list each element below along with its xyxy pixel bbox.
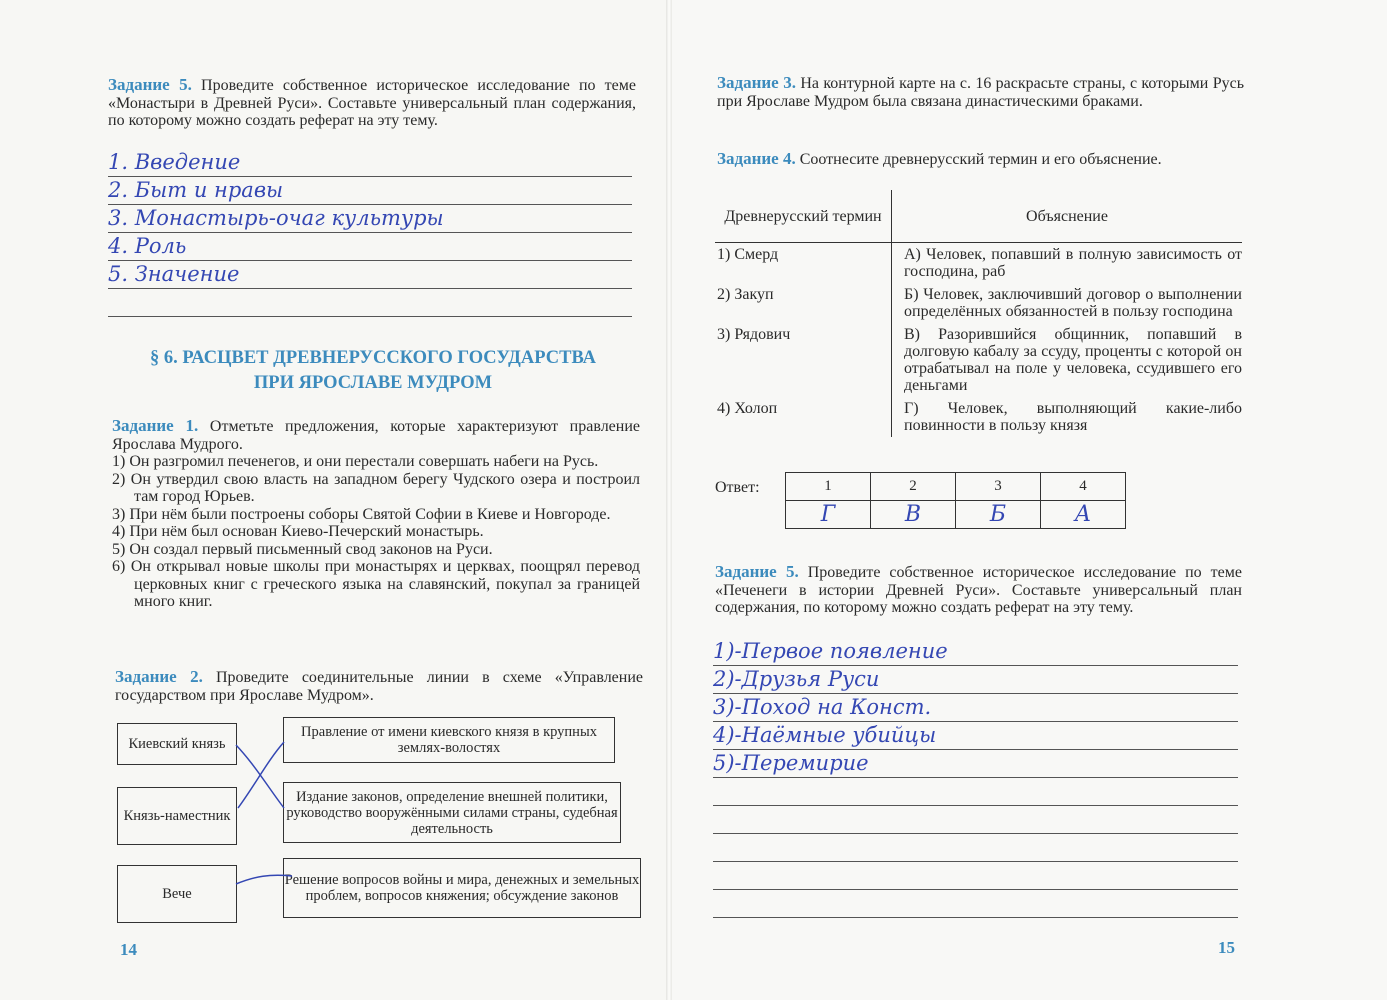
box-function-1: Правление от имени киевского князя в крупных землях-волостях <box>283 717 615 763</box>
task1-option[interactable]: 4) При нём был основан Киево-Печерский монастырь. <box>112 523 484 540</box>
task1-option[interactable]: 2) Он утвердил свою власть на западном берегу Чудского озера и построил там город Юрьев. <box>112 470 640 505</box>
terms-table <box>715 190 1242 437</box>
answer-cell[interactable]: Г <box>786 501 871 529</box>
task-label: Задание 5. <box>715 562 799 581</box>
answer-line[interactable] <box>713 777 1238 806</box>
page-number: 15 <box>1218 938 1235 957</box>
answer-line[interactable]: 4. Роль <box>108 232 632 261</box>
task-text: Проведите соединительные линии в схеме «Управление государством при Ярославе Мудром». <box>115 669 644 704</box>
answer-cell[interactable]: В <box>871 501 956 529</box>
explanation-cell: Б) Человек, заключивший договор о выполнении определённых обязанностей в пользу господина <box>892 283 1243 323</box>
task1-option[interactable]: 5) Он создал первый письменный свод законов на Руси. <box>112 540 493 558</box>
task-label: Задание 3. <box>717 73 797 92</box>
task1-option[interactable]: 6) Он открывал новые школы при монастырях и церквах, поощрял перевод церковных книг с греческого языка на славянский, покупал за границей много книг. <box>112 558 640 610</box>
box-function-2: Издание законов, определение внешней политики, руководство вооружёнными силами страны, судебная деятельность <box>283 782 621 843</box>
table-row <box>715 397 1242 437</box>
task4 <box>717 150 1244 169</box>
task-text: Соотнесите древнерусский термин и его объяснение. <box>799 151 1162 168</box>
connection-lines <box>0 0 668 1000</box>
box-veche: Вече <box>117 865 237 923</box>
explanation-cell: Г) Человек, выполняющий какие-либо повинности в пользу князя <box>892 397 1243 437</box>
answer-table <box>785 472 1126 529</box>
task3 <box>717 74 1244 110</box>
answer-line[interactable]: 3. Монастырь-очаг культуры <box>108 204 632 233</box>
answer-line[interactable]: 3)-Поход на Конст. <box>713 693 1238 722</box>
answer-cell[interactable]: Б <box>956 501 1041 529</box>
answer-label: Ответ: <box>715 479 760 496</box>
answer-line[interactable]: 1. Введение <box>108 148 632 177</box>
answer-header: 2 <box>871 473 956 501</box>
table-row <box>715 283 1242 323</box>
page-number: 14 <box>120 940 137 959</box>
answer-line[interactable]: 5)-Перемирие <box>713 749 1238 778</box>
answer-line[interactable] <box>713 889 1238 918</box>
term-cell: 3) Рядович <box>717 326 791 343</box>
term-cell: 2) Закуп <box>717 286 774 303</box>
page-fold <box>666 0 672 1000</box>
answer-header: 3 <box>956 473 1041 501</box>
section-title-2: ПРИ ЯРОСЛАВЕ МУДРОМ <box>253 373 493 393</box>
answer-header: 4 <box>1041 473 1126 501</box>
task-text: Проведите собственное историческое исследование по теме «Монастыри в Древней Руси». Составьте универсальный план содержания, по которому можно создать реферат на эту тему. <box>108 77 637 129</box>
box-function-3: Решение вопросов войны и мира, денежных и земельных проблем, вопросов княжения; обсуждение законов <box>283 858 641 918</box>
explanation-cell: А) Человек, попавший в полную зависимость от господина, раб <box>892 243 1243 284</box>
task5-right <box>715 563 1242 617</box>
task-text: На контурной карте на с. 16 раскрасьте страны, с которыми Русь при Ярославе Мудром была связана династическими браками. <box>717 75 1244 110</box>
table-row <box>715 323 1242 397</box>
box-kiev-prince: Киевский князь <box>117 723 237 765</box>
answer-line[interactable]: 4)-Наёмные убийцы <box>713 721 1238 750</box>
answer-line[interactable] <box>713 833 1238 862</box>
term-cell: 1) Смерд <box>717 246 779 263</box>
task-label: Задание 5. <box>108 75 192 94</box>
col-term: Древнерусский термин <box>715 190 892 243</box>
task-label: Задание 1. <box>112 416 199 435</box>
answer-line[interactable] <box>713 805 1238 834</box>
col-explanation: Объяснение <box>892 190 1243 243</box>
answer-header: 1 <box>786 473 871 501</box>
table-row <box>715 243 1242 284</box>
answer-cell[interactable]: А <box>1041 501 1126 529</box>
task-label: Задание 4. <box>717 149 796 168</box>
answer-line[interactable]: 2. Быт и нравы <box>108 176 632 205</box>
task1-option[interactable]: 1) Он разгромил печенегов, и они перестали совершать набеги на Русь. <box>112 453 599 470</box>
task-text: Проведите собственное историческое исследование по теме «Печенеги в истории Древней Руси». Составьте универсальный план содержания, по которому можно создать реферат на эту тему. <box>715 564 1242 616</box>
task-label: Задание 2. <box>115 667 203 686</box>
answer-line[interactable]: 2)-Друзья Руси <box>713 665 1238 694</box>
section-title-1: § 6. РАСЦВЕТ ДРЕВНЕРУССКОГО ГОСУДАРСТВА <box>150 348 596 368</box>
answer-line[interactable]: 5. Значение <box>108 260 632 289</box>
task1-option[interactable]: 3) При нём были построены соборы Святой Софии в Киеве и Новгороде. <box>112 505 611 523</box>
answer-line[interactable]: 1)-Первое появление <box>713 637 1238 666</box>
term-cell: 4) Холоп <box>717 400 778 417</box>
answer-line[interactable] <box>713 861 1238 890</box>
box-prince-governor: Князь-наместник <box>117 787 237 845</box>
task-text: Отметьте предложения, которые характеризуют правление Ярослава Мудрого. <box>112 418 641 453</box>
explanation-cell: В) Разорившийся общинник, попавший в долговую кабалу за ссуду, проценты с которой он отрабатывал на поле у человека, ссудившего его деньгами <box>892 323 1243 397</box>
